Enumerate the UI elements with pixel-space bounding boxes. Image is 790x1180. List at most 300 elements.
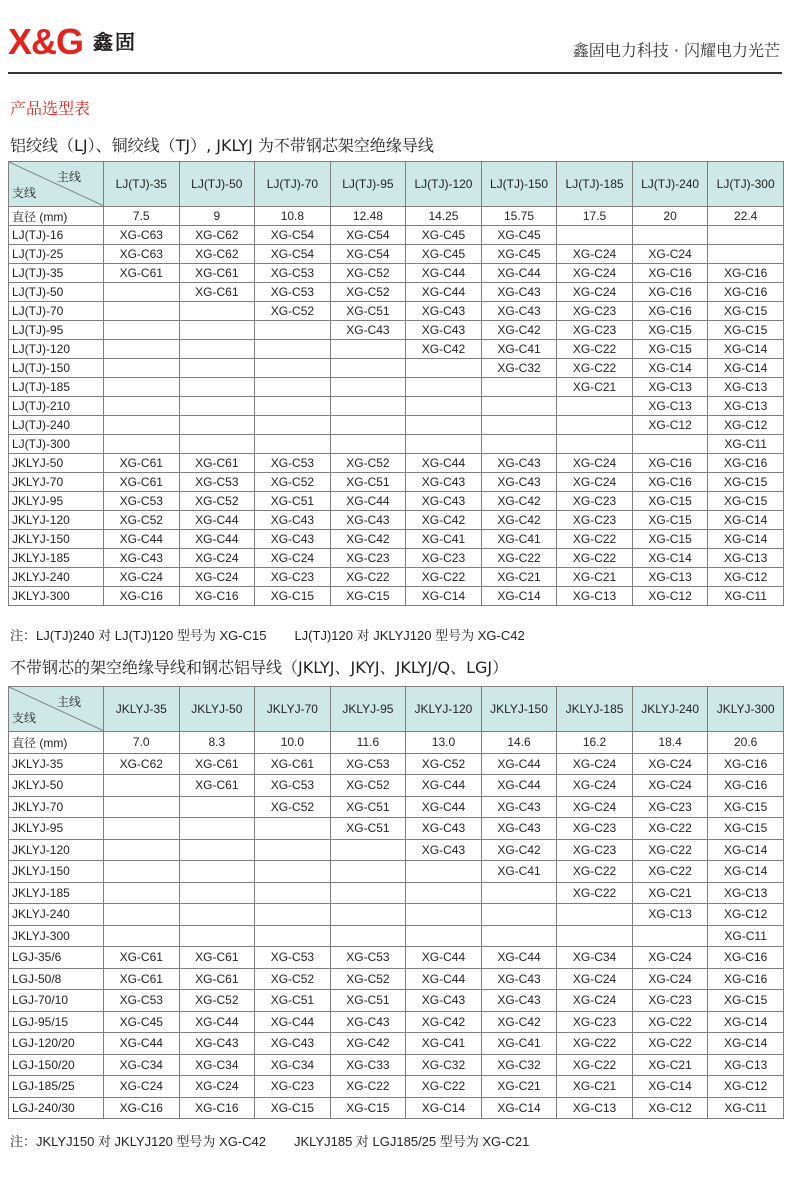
table-cell: XG-C22 [557,1054,633,1076]
table-cell: XG-C23 [330,549,406,568]
row-label: LJ(TJ)-240 [9,416,104,435]
table-cell: XG-C13 [632,904,708,926]
table-cell: XG-C32 [481,359,557,378]
column-header: JKLYJ-50 [179,687,255,732]
table-cell: XG-C13 [708,882,784,904]
table-cell: XG-C12 [632,416,708,435]
table-cell: XG-C43 [406,321,482,340]
table-cell: XG-C24 [557,454,633,473]
table-cell: XG-C14 [406,1097,482,1119]
table-cell: XG-C24 [255,549,331,568]
section-title: 产品选型表 [10,99,91,118]
table-cell [179,321,255,340]
row-label: LJ(TJ)-25 [9,245,104,264]
table-row [9,1097,784,1119]
table-cell: XG-C22 [406,1076,482,1098]
table-cell: XG-C22 [557,1033,633,1055]
table-cell: XG-C34 [104,1054,180,1076]
table-row [9,321,784,340]
table-cell [104,882,180,904]
row-label: JKLYJ-35 [9,753,104,775]
table-cell: XG-C43 [406,302,482,321]
table-cell [255,839,331,861]
row-label: LJ(TJ)-120 [9,340,104,359]
table-cell: XG-C24 [179,1076,255,1098]
table-cell [330,397,406,416]
table-cell [104,796,180,818]
row-label: LGJ-120/20 [9,1033,104,1055]
table-row [9,925,784,947]
table-row [9,473,784,492]
table-cell: XG-C62 [104,753,180,775]
table-cell: XG-C15 [632,321,708,340]
table-cell: XG-C53 [330,753,406,775]
table-cell: XG-C16 [179,1097,255,1119]
table-cell [481,435,557,454]
row-label: JKLYJ-150 [9,861,104,883]
table-cell: XG-C62 [179,226,255,245]
table-cell: XG-C23 [255,1076,331,1098]
table-cell: XG-C22 [557,340,633,359]
table-cell: XG-C53 [104,492,180,511]
table-cell: XG-C32 [406,1054,482,1076]
row-label: LJ(TJ)-50 [9,283,104,302]
row-label: LJ(TJ)-16 [9,226,104,245]
table-cell [104,283,180,302]
table-cell: XG-C14 [632,1076,708,1098]
table-cell [104,861,180,883]
table-cell [406,882,482,904]
corner-header [9,687,104,732]
table-cell [255,861,331,883]
table-cell: XG-C63 [104,245,180,264]
note-text: LJ(TJ)120 对 JKLYJ120 型号为 XG-C42 [294,628,525,643]
table-cell [255,416,331,435]
table-cell: XG-C44 [481,753,557,775]
table-cell [557,925,633,947]
table-cell: XG-C61 [179,283,255,302]
table-cell: XG-C14 [708,1033,784,1055]
table-cell [557,397,633,416]
table-row [9,302,784,321]
row-label: LGJ-35/6 [9,947,104,969]
table-cell [330,861,406,883]
table-cell: XG-C41 [481,1033,557,1055]
table-cell [179,818,255,840]
table-cell: XG-C52 [330,775,406,797]
table-cell: XG-C61 [179,947,255,969]
table-cell: XG-C52 [330,454,406,473]
table-cell: XG-C43 [481,818,557,840]
table-row [9,818,784,840]
table-cell: XG-C11 [708,1097,784,1119]
table-cell: XG-C42 [330,1033,406,1055]
table-cell: XG-C22 [557,359,633,378]
table-cell: XG-C15 [255,1097,331,1119]
row-label: 直径 (mm) [9,207,104,226]
table-cell: XG-C15 [708,818,784,840]
table-cell [104,435,180,454]
table-cell: XG-C14 [708,861,784,883]
table-cell: XG-C15 [255,587,331,606]
table-cell [481,378,557,397]
table-cell: XG-C52 [406,753,482,775]
table-cell: XG-C44 [179,511,255,530]
table-cell [179,796,255,818]
table-cell [179,861,255,883]
column-header: LJ(TJ)-50 [179,162,255,207]
table-cell: XG-C61 [104,968,180,990]
table-cell: XG-C16 [632,473,708,492]
table-cell: XG-C13 [557,587,633,606]
table-cell [104,397,180,416]
brand-logo [8,22,137,62]
row-label: LJ(TJ)-150 [9,359,104,378]
table-cell: XG-C63 [104,226,180,245]
note-text: JKLYJ185 对 LGJ185/25 型号为 XG-C21 [294,1134,530,1149]
table-row [9,796,784,818]
table-cell: XG-C11 [708,435,784,454]
table-cell: XG-C42 [481,1011,557,1033]
table-cell: XG-C44 [406,947,482,969]
table-cell [255,397,331,416]
table-cell: XG-C16 [632,264,708,283]
table-cell [330,378,406,397]
table-cell [179,378,255,397]
table-cell: 14.6 [481,732,557,754]
table-cell: XG-C24 [557,473,633,492]
row-label: LJ(TJ)-300 [9,435,104,454]
table-row [9,904,784,926]
column-header: LJ(TJ)-35 [104,162,180,207]
table-cell: XG-C54 [255,226,331,245]
table-row [9,549,784,568]
table-cell: XG-C13 [708,378,784,397]
table-cell: XG-C21 [557,1076,633,1098]
table-row [9,568,784,587]
table-cell: XG-C24 [632,775,708,797]
table-cell [330,839,406,861]
table-cell [557,435,633,454]
table-cell: XG-C52 [255,473,331,492]
table-cell: XG-C13 [557,1097,633,1119]
table-cell: XG-C43 [255,530,331,549]
table-cell: XG-C44 [481,264,557,283]
table-cell: XG-C42 [406,340,482,359]
table-cell: XG-C16 [708,454,784,473]
column-header: JKLYJ-240 [632,687,708,732]
table-cell: XG-C22 [557,861,633,883]
table-cell: XG-C61 [104,947,180,969]
table-row [9,587,784,606]
table-cell [406,435,482,454]
table-cell: XG-C52 [255,302,331,321]
corner-branch-label: 支线 [12,711,37,725]
row-label: JKLYJ-240 [9,568,104,587]
table-cell: XG-C43 [406,990,482,1012]
row-label: JKLYJ-240 [9,904,104,926]
column-header: JKLYJ-95 [330,687,406,732]
table-cell: XG-C43 [255,1033,331,1055]
table-row [9,530,784,549]
table-cell [632,925,708,947]
table-cell: XG-C41 [481,861,557,883]
table-cell [179,416,255,435]
table-cell: XG-C53 [255,775,331,797]
table-cell: XG-C24 [179,549,255,568]
table-cell: XG-C16 [632,454,708,473]
table-cell: XG-C42 [406,1011,482,1033]
table-cell: XG-C14 [708,530,784,549]
table-cell: XG-C22 [330,568,406,587]
table-cell [632,435,708,454]
table-cell: XG-C61 [179,775,255,797]
logo-chinese-name: 鑫固 [93,30,138,54]
table-cell [557,904,633,926]
table-cell: XG-C15 [330,587,406,606]
table-cell: XG-C52 [255,796,331,818]
table-cell: XG-C51 [330,302,406,321]
table-row [9,397,784,416]
table-cell: XG-C13 [632,378,708,397]
table-cell: XG-C15 [708,473,784,492]
table-cell: XG-C22 [632,1033,708,1055]
table-cell: XG-C44 [406,454,482,473]
table-cell [104,925,180,947]
row-label: LGJ-50/8 [9,968,104,990]
table-cell: XG-C23 [557,492,633,511]
table-cell [179,340,255,359]
table-row [9,378,784,397]
table-cell: XG-C21 [557,568,633,587]
table-cell: 11.6 [330,732,406,754]
table-cell: XG-C22 [632,1011,708,1033]
table-cell [255,359,331,378]
table-cell: XG-C45 [406,226,482,245]
header-row [9,687,784,732]
corner-main-label: 主线 [56,695,81,709]
table-cell [406,904,482,926]
table-cell: XG-C22 [481,549,557,568]
table-cell: XG-C14 [632,359,708,378]
table-cell: XG-C13 [632,568,708,587]
table-cell: XG-C52 [330,968,406,990]
table-cell: XG-C54 [330,226,406,245]
table-cell [179,925,255,947]
table-cell: XG-C51 [330,473,406,492]
table-cell: XG-C52 [179,492,255,511]
table-cell: XG-C53 [104,990,180,1012]
table-cell: XG-C14 [708,340,784,359]
table-cell: XG-C45 [104,1011,180,1033]
table-cell: XG-C45 [481,245,557,264]
table-row [9,283,784,302]
table-cell [708,226,784,245]
table-cell: XG-C13 [708,1054,784,1076]
table-cell: XG-C51 [255,990,331,1012]
table-cell: XG-C61 [179,264,255,283]
table-cell: XG-C61 [255,753,331,775]
table-row [9,732,784,754]
table-cell [179,904,255,926]
table-cell: XG-C44 [179,1011,255,1033]
table-cell: XG-C22 [632,861,708,883]
table-cell: XG-C16 [179,587,255,606]
table-cell [406,397,482,416]
table-row [9,435,784,454]
table-cell: XG-C15 [708,321,784,340]
table-cell: XG-C43 [406,839,482,861]
table-cell: XG-C43 [481,796,557,818]
table-cell: XG-C52 [330,264,406,283]
table-cell: 9 [179,207,255,226]
table-cell: XG-C32 [481,1054,557,1076]
table-cell: XG-C24 [632,968,708,990]
row-label: JKLYJ-95 [9,492,104,511]
header-divider [8,72,782,74]
selection-table-1 [8,161,784,606]
table-cell: XG-C53 [255,283,331,302]
table-cell [104,839,180,861]
table-cell: XG-C15 [632,530,708,549]
table-cell: XG-C42 [406,511,482,530]
table-cell: XG-C23 [557,818,633,840]
table-cell: 12.48 [330,207,406,226]
table-cell: XG-C61 [104,473,180,492]
table-row [9,861,784,883]
table-cell [179,839,255,861]
table-cell [481,882,557,904]
table-cell: XG-C23 [557,302,633,321]
row-label: JKLYJ-185 [9,882,104,904]
column-header: LJ(TJ)-70 [255,162,331,207]
table-cell: XG-C24 [557,753,633,775]
table-cell: XG-C61 [104,264,180,283]
table-cell [557,416,633,435]
table-cell: XG-C44 [330,492,406,511]
table-cell: XG-C43 [406,492,482,511]
table-cell [179,882,255,904]
table-cell: XG-C43 [481,968,557,990]
table-cell: XG-C43 [255,511,331,530]
table-cell: XG-C34 [255,1054,331,1076]
table-cell: XG-C12 [708,1076,784,1098]
table-cell: XG-C52 [179,990,255,1012]
row-label: JKLYJ-50 [9,775,104,797]
row-label: JKLYJ-120 [9,839,104,861]
column-header: LJ(TJ)-120 [406,162,482,207]
table-row [9,1011,784,1033]
note-text: 注：JKLYJ150 对 JKLYJ120 型号为 XG-C42 [10,1134,267,1149]
table-cell: XG-C61 [179,454,255,473]
table-cell: XG-C16 [632,283,708,302]
table-cell: XG-C54 [330,245,406,264]
table-cell: XG-C51 [330,796,406,818]
table-cell: XG-C42 [330,530,406,549]
table-cell [255,925,331,947]
table-cell: XG-C14 [708,1011,784,1033]
table-cell: XG-C44 [104,1033,180,1055]
table-cell [104,340,180,359]
table-cell: XG-C23 [632,990,708,1012]
table-cell: XG-C24 [557,990,633,1012]
table-cell [330,904,406,926]
table-cell: 20.6 [708,732,784,754]
table-cell [406,861,482,883]
table-cell: XG-C41 [481,340,557,359]
table-row [9,245,784,264]
table-row [9,207,784,226]
column-header: JKLYJ-185 [557,687,633,732]
table-cell: XG-C34 [557,947,633,969]
table-cell: XG-C24 [557,245,633,264]
table-cell: XG-C34 [179,1054,255,1076]
table-cell [255,321,331,340]
table-cell [330,359,406,378]
table-cell: XG-C16 [708,775,784,797]
table-row [9,416,784,435]
row-label: LJ(TJ)-70 [9,302,104,321]
table-cell: XG-C44 [406,968,482,990]
table-row [9,947,784,969]
table-cell: 13.0 [406,732,482,754]
table-cell: XG-C43 [330,1011,406,1033]
table-cell: XG-C14 [406,587,482,606]
table-cell: XG-C24 [632,753,708,775]
column-header: LJ(TJ)-95 [330,162,406,207]
table-row [9,990,784,1012]
table-cell [179,397,255,416]
table-cell [255,435,331,454]
table-cell: XG-C21 [632,882,708,904]
table-cell: XG-C15 [632,492,708,511]
table-cell: XG-C12 [708,904,784,926]
table-cell: XG-C14 [481,1097,557,1119]
row-label: LJ(TJ)-35 [9,264,104,283]
table-row [9,264,784,283]
table-cell: XG-C14 [481,587,557,606]
column-header: LJ(TJ)-300 [708,162,784,207]
table-cell: 10.8 [255,207,331,226]
corner-header [9,162,104,207]
table-cell: XG-C13 [632,397,708,416]
table-cell: XG-C44 [406,775,482,797]
table-cell: XG-C52 [104,511,180,530]
table-cell [406,359,482,378]
table-cell: XG-C22 [557,882,633,904]
row-label: JKLYJ-185 [9,549,104,568]
selection-table-2 [8,686,784,1119]
row-label: LGJ-240/30 [9,1097,104,1119]
table-cell: XG-C21 [632,1054,708,1076]
table-cell: XG-C16 [708,264,784,283]
table-cell [104,904,180,926]
table-cell: XG-C42 [481,321,557,340]
column-header: LJ(TJ)-150 [481,162,557,207]
note-text: 注：LJ(TJ)240 对 LJ(TJ)120 型号为 XG-C15 [10,628,267,643]
table-cell: XG-C22 [632,839,708,861]
table-cell: XG-C43 [179,1033,255,1055]
table-cell: XG-C24 [557,283,633,302]
table-cell: XG-C16 [632,302,708,321]
table-cell: XG-C44 [406,796,482,818]
table-cell: XG-C61 [179,968,255,990]
table-cell: XG-C22 [406,568,482,587]
table-cell: XG-C21 [481,1076,557,1098]
table-cell: XG-C24 [557,264,633,283]
column-header: JKLYJ-150 [481,687,557,732]
table-row [9,968,784,990]
